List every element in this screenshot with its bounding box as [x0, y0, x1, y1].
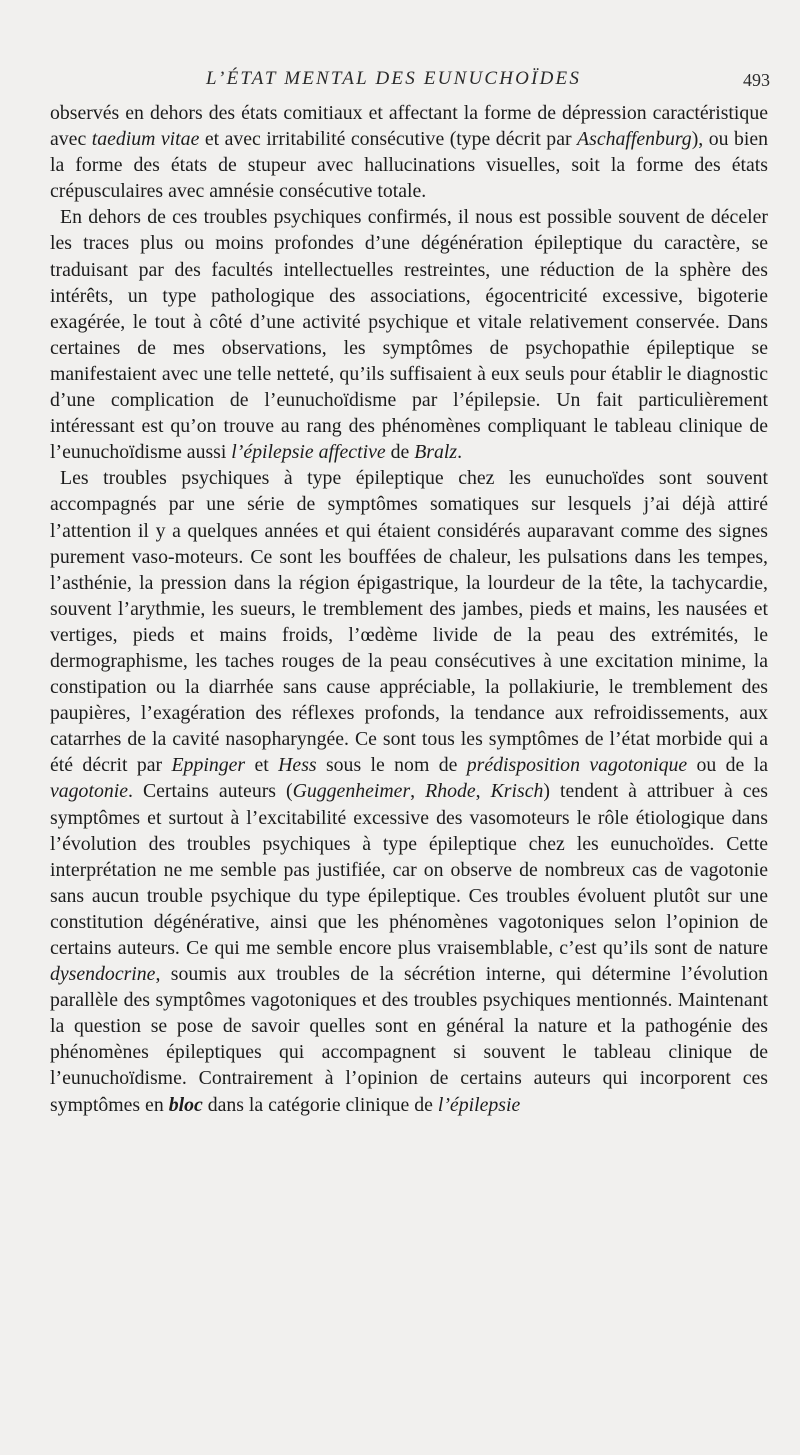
text-run: ), ou bien la forme des états de stupeur avec hallucinations visuelles, soit la forme des états crépusculaires avec amnésie consécutive totale.	[50, 128, 769, 203]
text-run: . Certains auteurs (	[128, 780, 293, 803]
text-run: de	[385, 441, 415, 464]
italic-run: l’épilepsie	[437, 1093, 521, 1116]
italic-run: vagotonie	[50, 780, 129, 803]
italic-run: Rhode	[425, 780, 476, 803]
page-number: 493	[743, 70, 770, 90]
italic-run: Hess	[278, 754, 317, 777]
italic-run: Eppinger	[171, 754, 246, 777]
italic-run: Krisch	[490, 780, 544, 803]
italic-run: Aschaffenburg	[577, 128, 692, 151]
text-run: et avec irritabilité consécutive (type décrit par	[199, 128, 578, 151]
italic-run: dysendocrine	[50, 963, 156, 986]
paragraph-1	[50, 100, 768, 204]
italic-run: Guggenheimer	[292, 780, 411, 803]
bold-italic-run: bloc	[168, 1093, 203, 1116]
text-run: , soumis aux troubles de la sécrétion interne, qui détermine l’évolution parallèle des symptômes vagotoniques et des troubles psychiques mentionnés. Maintenant la question se pose de savoir quelles sont en général la nature et la pathogénie des phénomènes épileptiques qui accompagnent si souvent le tableau clinique de l’eunuchoïdisme. Contrairement à l’opinion de certains auteurs qui incorporent ces symptômes en	[50, 963, 768, 1116]
text-run: et	[245, 754, 279, 777]
text-run: .	[457, 441, 463, 464]
text-run: ,	[410, 780, 426, 803]
italic-run: prédisposition vagotonique	[466, 754, 688, 777]
paragraph-3	[50, 465, 768, 1117]
italic-run: taedium vitae	[91, 128, 200, 151]
text-run: sous le nom de	[316, 754, 467, 777]
page-header	[110, 62, 770, 92]
text-run: En dehors de ces troubles psychiques confirmés, il nous est possible souvent de déceler les traces plus ou moins profondes d’une dégénération épileptique du caractère, se traduisant par des facultés intellectuelles restreintes, une réduction de la sphère des intérêts, un type pathologique des associations, égocentricité excessive, bigoterie exagérée, le tout à côté d’une activité psychique et vitale relativement conservée. Dans certaines de mes observations, les symptômes de psychopathie épileptique se manifestaient avec une telle netteté, qu’ils suffisaient à eux seuls pour établir le diagnostic d’une complication de l’eunuchoïdisme par l’épilepsie. Un fait particulièrement intéressant est qu’on trouve au rang des phénomènes compliquant le tableau clinique de l’eunuchoïdisme aussi	[50, 206, 768, 464]
italic-run: Bralz	[414, 441, 458, 464]
text-run: ) tendent à attribuer à ces symptômes et surtout à l’excitabilité excessive des vasomoteurs le rôle étiologique dans l’évolution des troubles psychiques à type épileptique chez les eunuchoïdes. Cette interprétation ne me semble pas justifiée, car on observe de nombreux cas de vagotonie sans aucun trouble psychique du type épileptique. Ces troubles évoluent plutôt sur une constitution dégénérative, ainsi que les phénomènes vagotoniques selon l’opinion de certains auteurs. Ce qui me semble encore plus vraisemblable, c’est qu’ils sont de nature	[50, 780, 769, 959]
italic-run: l’épilepsie affective	[231, 441, 386, 464]
body-text	[50, 100, 768, 1118]
paragraph-2	[50, 204, 768, 465]
running-title: L’ÉTAT MENTAL DES EUNUCHOÏDES	[206, 68, 582, 89]
text-run: ,	[475, 780, 491, 803]
text-run: Les troubles psychiques à type épileptique chez les eunuchoïdes sont souvent accompagnés par une série de symptômes somatiques sur lesquels j’ai déjà attiré l’attention il y a quelques années et qui étaient considérés auparavant comme des signes purement vaso-moteurs. Ce sont les bouffées de chaleur, les pulsations dans les tempes, l’asthénie, la pression dans la région épigastrique, la lourdeur de la tête, la tachycardie, souvent l’arythmie, les sueurs, le tremblement des jambes, pieds et mains, les nausées et vertiges, pieds et mains froids, l’œdème livide de la peau des extrémités, le dermographisme, les taches rouges de la peau consécutives à une excitation minime, la constipation ou la diarrhée sans cause appréciable, la pollakiurie, le tremblement des paupières, l’exagération des réflexes profonds, la tendance aux refroidissements, aux catarrhes de la cavité nasopharyngée. Ce sont tous les symptômes de l’état morbide qui a été décrit par	[50, 467, 768, 777]
text-run: ou de la	[687, 754, 768, 777]
text-run: dans la catégorie clinique de	[202, 1093, 438, 1116]
text-run: observés en dehors des états comitiaux et affectant la forme de dépression caractéristique avec	[50, 102, 768, 151]
